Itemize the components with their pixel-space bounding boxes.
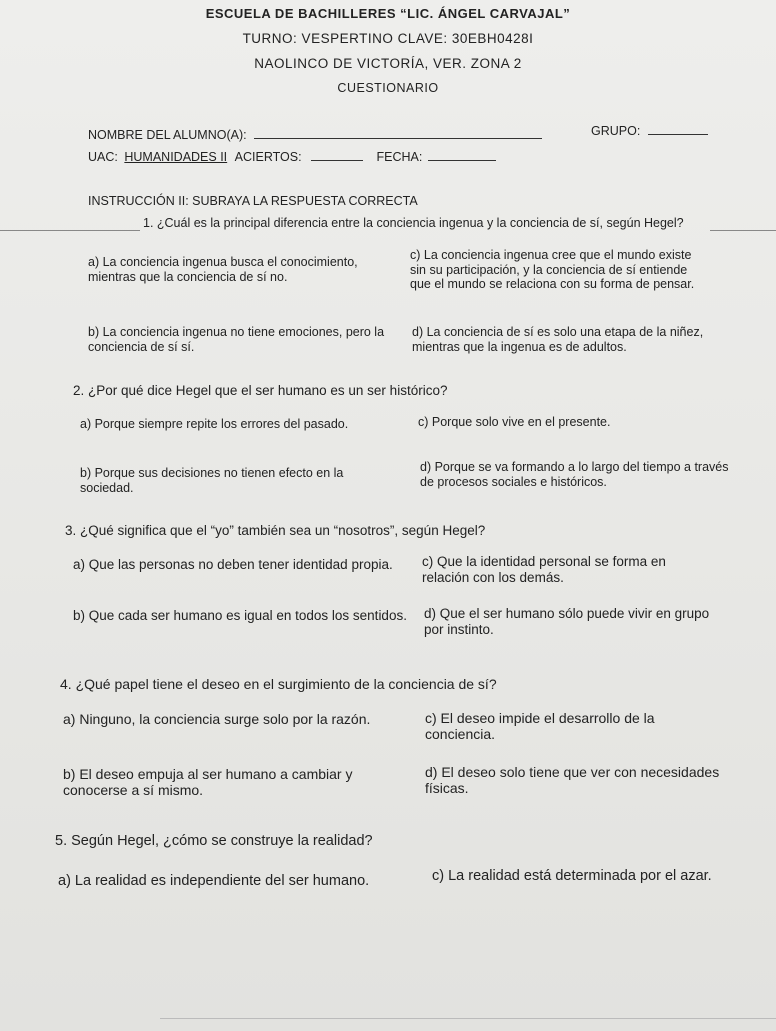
location-line: NAOLINCO DE VICTORÍA, VER. ZONA 2 xyxy=(254,56,522,71)
page-bottom-line xyxy=(160,1018,776,1019)
q2-option-a[interactable]: a) Porque siempre repite los errores del pasado. xyxy=(80,417,349,431)
q4-option-a[interactable]: a) Ninguno, la conciencia surge solo por la razón. xyxy=(63,711,371,727)
q3-option-b[interactable]: b) Que cada ser humano es igual en todos los sentidos. xyxy=(73,608,407,623)
q4-option-d[interactable]: d) El deseo solo tiene que ver con necesidades físicas. xyxy=(425,764,720,796)
group-blank[interactable] xyxy=(648,122,708,135)
uac-value: HUMANIDADES II xyxy=(124,150,228,164)
q3-option-d[interactable]: d) Que el ser humano sólo puede vivir en grupo por instinto. xyxy=(424,606,710,637)
instruction-heading: INSTRUCCIÓN II: SUBRAYA LA RESPUESTA CORRECTA xyxy=(88,194,418,208)
question-3: 3. ¿Qué significa que el “yo” también sea un “nosotros”, según Hegel? xyxy=(65,523,486,538)
aciertos-label: ACIERTOS: xyxy=(234,150,302,164)
question-2: 2. ¿Por qué dice Hegel que el ser humano es un ser histórico? xyxy=(73,383,448,398)
q3-option-a[interactable]: a) Que las personas no deben tener identidad propia. xyxy=(73,557,393,572)
shift-line: TURNO: VESPERTINO CLAVE: 30EBH0428I xyxy=(242,31,534,46)
q5-option-c[interactable]: c) La realidad está determinada por el azar. xyxy=(432,868,712,884)
uac-field-row xyxy=(88,148,496,164)
school-name: ESCUELA DE BACHILLERES “LIC. ÁNGEL CARVAJAL” xyxy=(205,6,571,21)
question-1: 1. ¿Cuál es la principal diferencia entre la conciencia ingenua y la conciencia de sí, según Hegel? xyxy=(143,216,684,230)
q4-option-b[interactable]: b) El deseo empuja al ser humano a cambiar y conocerse a sí mismo. xyxy=(63,766,353,798)
question-5: 5. Según Hegel, ¿cómo se construye la realidad? xyxy=(55,833,373,849)
q1-option-a[interactable]: a) La conciencia ingenua busca el conocimiento, mientras que la conciencia de sí no. xyxy=(88,255,358,284)
document-type: CUESTIONARIO xyxy=(337,81,439,95)
group-label: GRUPO: xyxy=(591,124,641,138)
name-field-row xyxy=(88,126,542,142)
q1-option-d[interactable]: d) La conciencia de sí es solo una etapa de la niñez, mientras que la ingenua es de adultos. xyxy=(412,325,704,354)
fecha-blank[interactable] xyxy=(428,148,496,161)
q2-option-d[interactable]: d) Porque se va formando a lo largo del tiempo a través de procesos sociales e históricos. xyxy=(420,460,729,489)
question-4: 4. ¿Qué papel tiene el deseo en el surgimiento de la conciencia de sí? xyxy=(60,676,497,692)
divider-right xyxy=(710,230,776,231)
q1-option-c[interactable]: c) La conciencia ingenua cree que el mundo existe sin su participación, y la conciencia de sí entiende que el mundo se relaciona con su forma de pensar. xyxy=(410,248,695,291)
q4-option-c[interactable]: c) El deseo impide el desarrollo de la conciencia. xyxy=(425,710,655,742)
q2-option-c[interactable]: c) Porque solo vive en el presente. xyxy=(418,415,611,429)
name-blank[interactable] xyxy=(254,126,542,139)
fecha-label: FECHA: xyxy=(376,150,423,164)
q3-option-c[interactable]: c) Que la identidad personal se forma en relación con los demás. xyxy=(422,554,666,585)
q1-option-b[interactable]: b) La conciencia ingenua no tiene emociones, pero la conciencia de sí sí. xyxy=(88,325,385,354)
q2-option-b[interactable]: b) Porque sus decisiones no tienen efecto en la sociedad. xyxy=(80,466,344,495)
divider-left xyxy=(0,230,140,231)
aciertos-blank[interactable] xyxy=(311,148,363,161)
uac-label: UAC: xyxy=(88,150,118,164)
group-field-row xyxy=(591,122,708,138)
name-label: NOMBRE DEL ALUMNO(A): xyxy=(88,128,247,142)
q5-option-a[interactable]: a) La realidad es independiente del ser humano. xyxy=(58,873,370,889)
